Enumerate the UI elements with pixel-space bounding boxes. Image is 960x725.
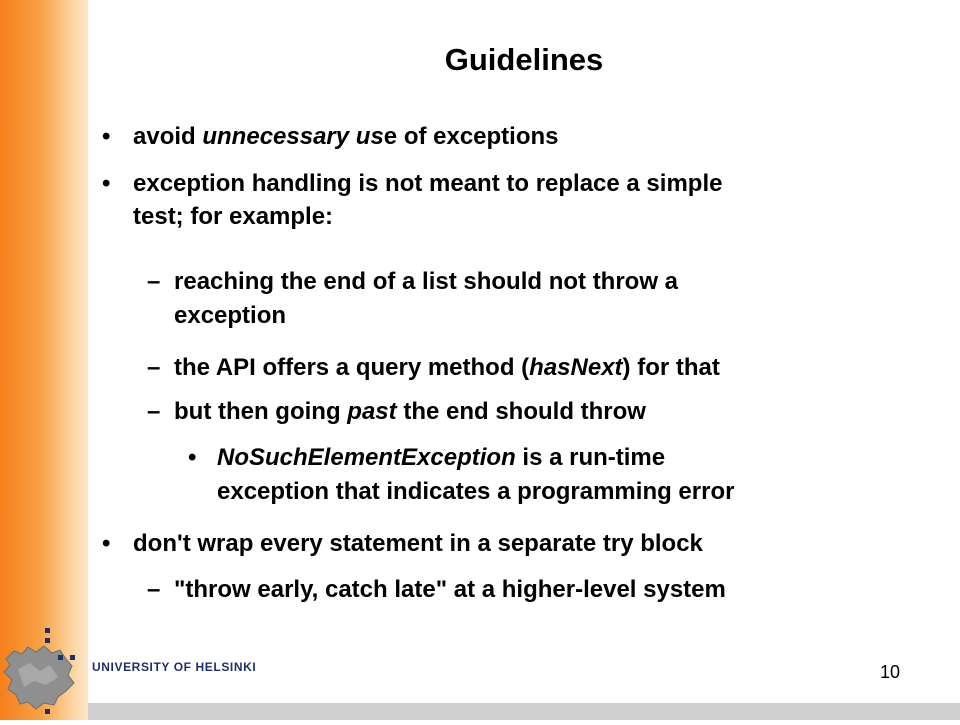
orange-sidebar xyxy=(0,0,88,720)
bullet-not-replace-test-line1: exception handling is not meant to replace a simple xyxy=(133,170,723,197)
page-number: 10 xyxy=(880,662,901,682)
sub-bullet-marker: • xyxy=(188,444,197,471)
bullet-avoid-exceptions: avoid unnecessary use of exceptions xyxy=(133,123,559,150)
bullet-not-replace-test-line2: test; for example: xyxy=(133,203,334,230)
bullet-dont-wrap: don't wrap every statement in a separate try block xyxy=(133,530,703,557)
bottom-bar xyxy=(88,703,960,720)
bullet-marker: • xyxy=(102,170,111,197)
sub-bullet-nosuchelement-line1: NoSuchElementException is a run-time xyxy=(217,444,666,471)
dash-marker: – xyxy=(147,354,161,381)
dash-marker: – xyxy=(147,576,161,603)
dash-marker: – xyxy=(147,398,161,425)
bullet-marker: • xyxy=(102,123,111,150)
dash-throw-early: "throw early, catch late" at a higher-level system xyxy=(174,576,726,603)
university-logo-icon xyxy=(0,625,88,720)
dash-marker: – xyxy=(147,268,161,295)
bullet-marker: • xyxy=(102,530,111,557)
sub-bullet-nosuchelement-line2: exception that indicates a programming error xyxy=(217,478,735,505)
university-name: UNIVERSITY OF HELSINKI xyxy=(92,660,257,674)
dash-query-method: the API offers a query method (hasNext) for that xyxy=(174,354,720,381)
slide-title: Guidelines xyxy=(444,42,604,77)
dash-end-of-list-line2: exception xyxy=(174,302,287,329)
dash-end-of-list-line1: reaching the end of a list should not throw a xyxy=(174,268,679,295)
university-logo xyxy=(0,625,88,720)
dash-past-end: but then going past the end should throw xyxy=(174,398,646,425)
